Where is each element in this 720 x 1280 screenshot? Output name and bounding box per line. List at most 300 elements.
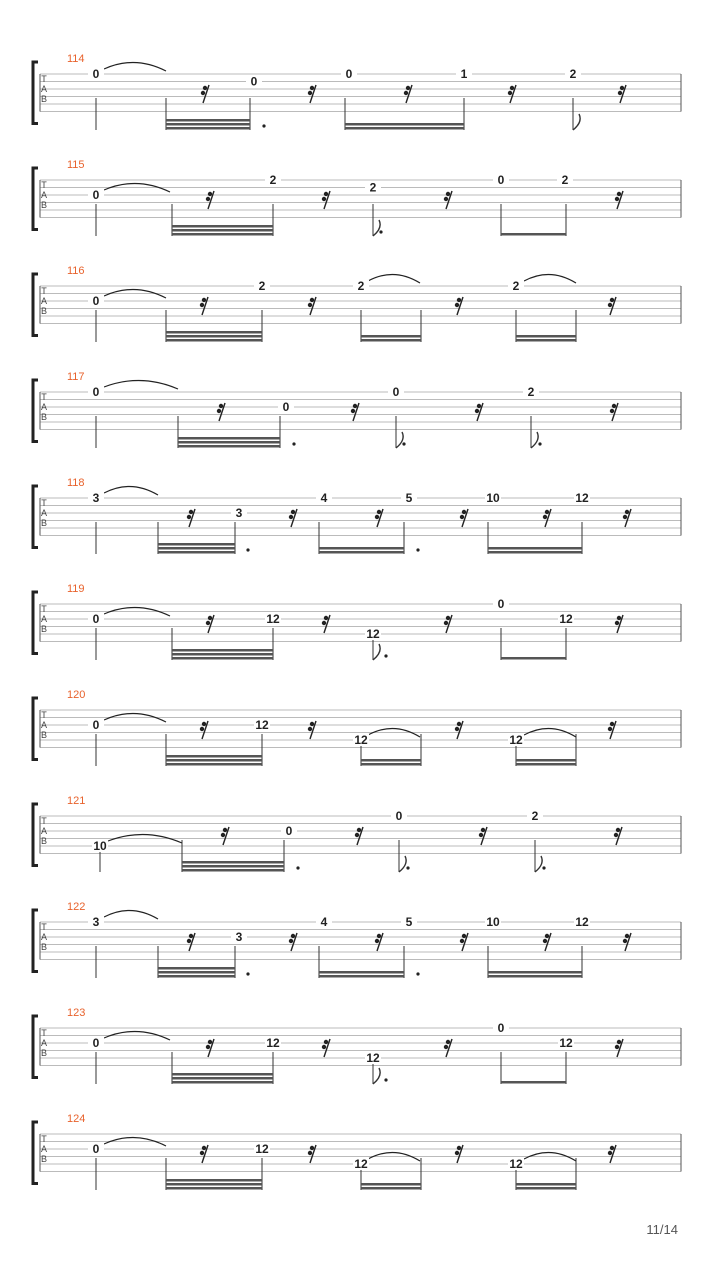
rest-dot: [479, 833, 483, 837]
rest-dot: [617, 616, 621, 620]
rest-dot: [308, 727, 312, 731]
tab-clef-letter: B: [40, 624, 48, 634]
tab-clef-letter: B: [40, 1048, 48, 1058]
fret-number: 12: [575, 915, 589, 929]
rest-dot: [208, 1040, 212, 1044]
rest-dot: [189, 934, 193, 938]
beam: [178, 441, 280, 444]
augmentation-dot: [416, 972, 419, 975]
beam: [319, 547, 404, 550]
beam: [172, 657, 273, 660]
augmentation-dot: [246, 548, 249, 551]
rest-dot: [322, 1045, 326, 1049]
beam: [361, 339, 421, 342]
system-bracket: [33, 486, 38, 548]
fret-number: 2: [512, 279, 520, 293]
fret-number: 12: [266, 612, 280, 626]
beam: [166, 123, 250, 126]
rest-dot: [460, 939, 464, 943]
measure-number: 121: [67, 795, 86, 807]
tab-system: [33, 901, 681, 978]
rest-dot: [206, 1045, 210, 1049]
rest-dot: [357, 828, 361, 832]
beam: [158, 547, 235, 550]
system-bracket: [33, 380, 38, 442]
tab-clef-letter: T: [41, 1134, 47, 1144]
beam: [182, 861, 284, 864]
rest-dot: [206, 621, 210, 625]
measure-number: 115: [67, 159, 85, 171]
rest-dot: [322, 197, 326, 201]
beam: [158, 971, 235, 974]
beam: [172, 233, 273, 236]
tab-clef-letter: B: [40, 94, 48, 104]
fret-number: 2: [269, 173, 277, 187]
fret-number: 0: [92, 294, 100, 308]
fret-number: 12: [366, 627, 380, 641]
beam: [361, 335, 421, 338]
fret-number: 3: [235, 930, 243, 944]
rest-dot: [223, 828, 227, 832]
rest-dot: [187, 939, 191, 943]
note-flag: [535, 856, 542, 872]
rest-dot: [608, 727, 612, 731]
fret-number: 0: [92, 188, 100, 202]
rest-dot: [444, 197, 448, 201]
rest-dot: [455, 727, 459, 731]
fret-number: 12: [354, 733, 368, 747]
rest-dot: [310, 86, 314, 90]
rest-dot: [510, 86, 514, 90]
rest-dot: [625, 510, 629, 514]
fret-number: 5: [405, 915, 413, 929]
beam: [172, 229, 273, 232]
rest-dot: [289, 939, 293, 943]
beam: [361, 1187, 421, 1190]
fret-number: 12: [559, 612, 573, 626]
tie: [524, 274, 576, 283]
fret-number: 12: [266, 1036, 280, 1050]
beam: [166, 119, 250, 122]
fret-number: 2: [357, 279, 365, 293]
tab-clef-letter: T: [41, 816, 47, 826]
tab-system: [33, 795, 681, 872]
rest-dot: [353, 404, 357, 408]
fret-number: 0: [282, 400, 290, 414]
measure-number: 119: [67, 583, 85, 595]
rest-dot: [615, 621, 619, 625]
tab-clef-letter: A: [40, 190, 48, 200]
fret-number: 0: [395, 809, 403, 823]
tab-clef-letter: T: [41, 922, 47, 932]
tab-clef-letter: B: [40, 518, 48, 528]
beam: [488, 975, 582, 978]
rest-dot: [625, 934, 629, 938]
rest-dot: [617, 1040, 621, 1044]
note-flag: [531, 432, 538, 448]
augmentation-dot: [416, 548, 419, 551]
beam: [166, 1179, 262, 1182]
beam: [319, 971, 404, 974]
note-flag: [373, 1068, 380, 1084]
tab-system: [33, 689, 681, 766]
rest-dot: [308, 303, 312, 307]
beam: [158, 975, 235, 978]
beam: [345, 123, 464, 126]
augmentation-dot: [262, 124, 265, 127]
tab-clef-letter: B: [40, 1154, 48, 1164]
beam: [516, 759, 576, 762]
rest-dot: [614, 833, 618, 837]
tab-clef-letter: A: [40, 932, 48, 942]
beam: [158, 543, 235, 546]
tab-clef-letter: T: [41, 74, 47, 84]
tab-clef-letter: B: [40, 942, 48, 952]
beam: [501, 233, 566, 236]
fret-number: 0: [497, 173, 505, 187]
rest-dot: [200, 727, 204, 731]
rest-dot: [324, 616, 328, 620]
augmentation-dot: [379, 230, 382, 233]
beam: [182, 869, 284, 872]
rest-dot: [377, 510, 381, 514]
fret-number: 0: [92, 67, 100, 81]
fret-number: 0: [497, 597, 505, 611]
augmentation-dot: [402, 442, 405, 445]
rest-dot: [406, 86, 410, 90]
system-bracket: [33, 168, 38, 230]
rest-dot: [217, 409, 221, 413]
rest-dot: [310, 1146, 314, 1150]
rest-dot: [351, 409, 355, 413]
fret-number: 2: [531, 809, 539, 823]
fret-number: 2: [369, 180, 377, 195]
beam: [166, 755, 262, 758]
beam: [516, 339, 576, 342]
tab-clef-letter: A: [40, 296, 48, 306]
tab-clef-letter: B: [40, 306, 48, 316]
rest-dot: [446, 192, 450, 196]
rest-dot: [202, 298, 206, 302]
tab-clef-letter: B: [40, 730, 48, 740]
rest-dot: [375, 939, 379, 943]
rest-dot: [203, 86, 207, 90]
rest-dot: [444, 621, 448, 625]
fret-number: 10: [486, 491, 500, 505]
rest-dot: [322, 621, 326, 625]
rest-dot: [289, 515, 293, 519]
rest-dot: [608, 303, 612, 307]
system-bracket: [33, 592, 38, 654]
rest-dot: [610, 298, 614, 302]
rest-dot: [620, 86, 624, 90]
beam: [166, 127, 250, 130]
rest-dot: [202, 1146, 206, 1150]
tie: [368, 274, 420, 283]
fret-number: 3: [92, 915, 100, 929]
rest-dot: [616, 828, 620, 832]
rest-dot: [608, 1151, 612, 1155]
fret-number: 0: [92, 718, 100, 732]
fret-number: 3: [92, 491, 100, 505]
note-flag: [373, 220, 380, 236]
augmentation-dot: [538, 442, 541, 445]
beam: [158, 551, 235, 554]
tab-clef-letter: B: [40, 412, 48, 422]
note-flag: [399, 856, 406, 872]
rest-dot: [460, 515, 464, 519]
fret-number: 12: [559, 1036, 573, 1050]
beam: [182, 865, 284, 868]
tab-clef-letter: A: [40, 720, 48, 730]
rest-dot: [455, 303, 459, 307]
rest-dot: [618, 91, 622, 95]
fret-number: 0: [92, 1142, 100, 1156]
tab-clef-letter: T: [41, 498, 47, 508]
rest-dot: [219, 404, 223, 408]
beam: [178, 437, 280, 440]
rest-dot: [610, 722, 614, 726]
rest-dot: [623, 939, 627, 943]
rest-dot: [446, 1040, 450, 1044]
rest-dot: [375, 515, 379, 519]
beam: [319, 975, 404, 978]
beam: [166, 763, 262, 766]
note-flag: [396, 432, 403, 448]
beam: [166, 339, 262, 342]
rest-dot: [221, 833, 225, 837]
beam: [172, 653, 273, 656]
fret-number: 0: [285, 824, 293, 838]
beam: [166, 1183, 262, 1186]
rest-dot: [308, 91, 312, 95]
fret-number: 12: [255, 1142, 269, 1156]
beam: [345, 127, 464, 130]
rest-dot: [206, 197, 210, 201]
beam: [516, 335, 576, 338]
beam: [166, 759, 262, 762]
fret-number: 12: [366, 1051, 380, 1065]
rest-dot: [545, 510, 549, 514]
rest-dot: [457, 722, 461, 726]
augmentation-dot: [384, 654, 387, 657]
fret-number: 2: [569, 67, 577, 81]
rest-dot: [187, 515, 191, 519]
rest-dot: [477, 404, 481, 408]
fret-number: 12: [255, 718, 269, 732]
fret-number: 0: [392, 385, 400, 399]
beam: [516, 763, 576, 766]
fret-number: 0: [92, 385, 100, 399]
beam: [166, 335, 262, 338]
beam: [178, 445, 280, 448]
beam: [166, 1187, 262, 1190]
beam: [172, 1081, 273, 1084]
rest-dot: [610, 1146, 614, 1150]
beam: [172, 649, 273, 652]
rest-dot: [308, 1151, 312, 1155]
fret-number: 10: [486, 915, 500, 929]
tab-clef-letter: T: [41, 604, 47, 614]
rest-dot: [201, 91, 205, 95]
rest-dot: [200, 303, 204, 307]
rest-dot: [543, 939, 547, 943]
tab-clef-letter: T: [41, 710, 47, 720]
fret-number: 12: [354, 1157, 368, 1171]
rest-dot: [462, 510, 466, 514]
tab-clef-letter: A: [40, 1144, 48, 1154]
beam: [488, 547, 582, 550]
rest-dot: [455, 1151, 459, 1155]
measure-number: 120: [67, 689, 86, 701]
beam: [172, 1077, 273, 1080]
augmentation-dot: [292, 442, 295, 445]
beam: [501, 1081, 566, 1084]
tie: [104, 380, 178, 389]
rest-dot: [457, 1146, 461, 1150]
tab-system: [33, 477, 681, 554]
measure-number: 116: [67, 265, 85, 277]
augmentation-dot: [384, 1078, 387, 1081]
beam: [319, 551, 404, 554]
fret-number: 3: [235, 506, 243, 520]
rest-dot: [324, 192, 328, 196]
rest-dot: [543, 515, 547, 519]
rest-dot: [404, 91, 408, 95]
tab-clef-letter: A: [40, 614, 48, 624]
rest-dot: [208, 192, 212, 196]
tab-clef-letter: T: [41, 286, 47, 296]
beam: [158, 967, 235, 970]
beam: [172, 225, 273, 228]
fret-number: 1: [460, 67, 468, 81]
beam: [501, 657, 566, 660]
rest-dot: [446, 616, 450, 620]
tab-clef-letter: T: [41, 392, 47, 402]
system-bracket: [33, 910, 38, 972]
system-bracket: [33, 274, 38, 336]
rest-dot: [610, 409, 614, 413]
measure-number: 114: [67, 53, 85, 65]
system-bracket: [33, 62, 38, 124]
tab-system: [33, 1113, 681, 1190]
rest-dot: [291, 510, 295, 514]
beam: [488, 971, 582, 974]
beam: [516, 1183, 576, 1186]
rest-dot: [457, 298, 461, 302]
rest-dot: [612, 404, 616, 408]
tab-system: [33, 265, 681, 342]
tab-clef-letter: B: [40, 200, 48, 210]
augmentation-dot: [406, 866, 409, 869]
beam: [516, 1187, 576, 1190]
fret-number: 2: [561, 173, 569, 187]
measure-number: 122: [67, 901, 86, 913]
tie: [104, 910, 158, 919]
fret-number: 0: [92, 612, 100, 626]
fret-number: 10: [93, 839, 107, 853]
note-flag: [373, 644, 380, 660]
tab-clef-letter: B: [40, 836, 48, 846]
system-bracket: [33, 804, 38, 866]
beam: [361, 759, 421, 762]
rest-dot: [200, 1151, 204, 1155]
tab-clef-letter: A: [40, 1038, 48, 1048]
beam: [361, 763, 421, 766]
tab-system: [33, 159, 681, 236]
augmentation-dot: [246, 972, 249, 975]
fret-number: 4: [320, 915, 328, 929]
measure-number: 117: [67, 371, 85, 383]
rest-dot: [291, 934, 295, 938]
tab-clef-letter: A: [40, 508, 48, 518]
beam: [166, 331, 262, 334]
fret-number: 0: [345, 67, 353, 81]
rest-dot: [615, 1045, 619, 1049]
system-bracket: [33, 1122, 38, 1184]
tab-system: [33, 53, 681, 130]
page-number: 11/14: [646, 1222, 678, 1237]
system-bracket: [33, 698, 38, 760]
rest-dot: [355, 833, 359, 837]
note-flag: [573, 114, 580, 130]
fret-number: 5: [405, 491, 413, 505]
rest-dot: [617, 192, 621, 196]
rest-dot: [475, 409, 479, 413]
rest-dot: [444, 1045, 448, 1049]
augmentation-dot: [542, 866, 545, 869]
rest-dot: [189, 510, 193, 514]
rest-dot: [623, 515, 627, 519]
rest-dot: [324, 1040, 328, 1044]
measure-number: 118: [67, 477, 85, 489]
tab-system: [33, 583, 681, 660]
rest-dot: [202, 722, 206, 726]
beam: [361, 1183, 421, 1186]
fret-number: 12: [509, 733, 523, 747]
fret-number: 0: [92, 1036, 100, 1050]
fret-number: 2: [258, 279, 266, 293]
fret-number: 0: [250, 74, 258, 89]
beam: [488, 551, 582, 554]
rest-dot: [462, 934, 466, 938]
rest-dot: [481, 828, 485, 832]
rest-dot: [615, 197, 619, 201]
rest-dot: [377, 934, 381, 938]
measure-number: 124: [67, 1113, 86, 1125]
tab-clef-letter: T: [41, 180, 47, 190]
rest-dot: [545, 934, 549, 938]
fret-number: 2: [527, 385, 535, 399]
tab-clef-letter: T: [41, 1028, 47, 1038]
fret-number: 0: [497, 1021, 505, 1035]
fret-number: 4: [320, 491, 328, 505]
rest-dot: [208, 616, 212, 620]
augmentation-dot: [296, 866, 299, 869]
rest-dot: [508, 91, 512, 95]
tab-clef-letter: A: [40, 84, 48, 94]
fret-number: 12: [575, 491, 589, 505]
fret-number: 12: [509, 1157, 523, 1171]
tie: [104, 62, 166, 71]
system-bracket: [33, 1016, 38, 1078]
measure-number: 123: [67, 1007, 86, 1019]
rest-dot: [310, 722, 314, 726]
tie: [104, 486, 158, 495]
tab-system: [33, 1007, 681, 1084]
tab-clef-letter: A: [40, 826, 48, 836]
tab-clef-letter: A: [40, 402, 48, 412]
